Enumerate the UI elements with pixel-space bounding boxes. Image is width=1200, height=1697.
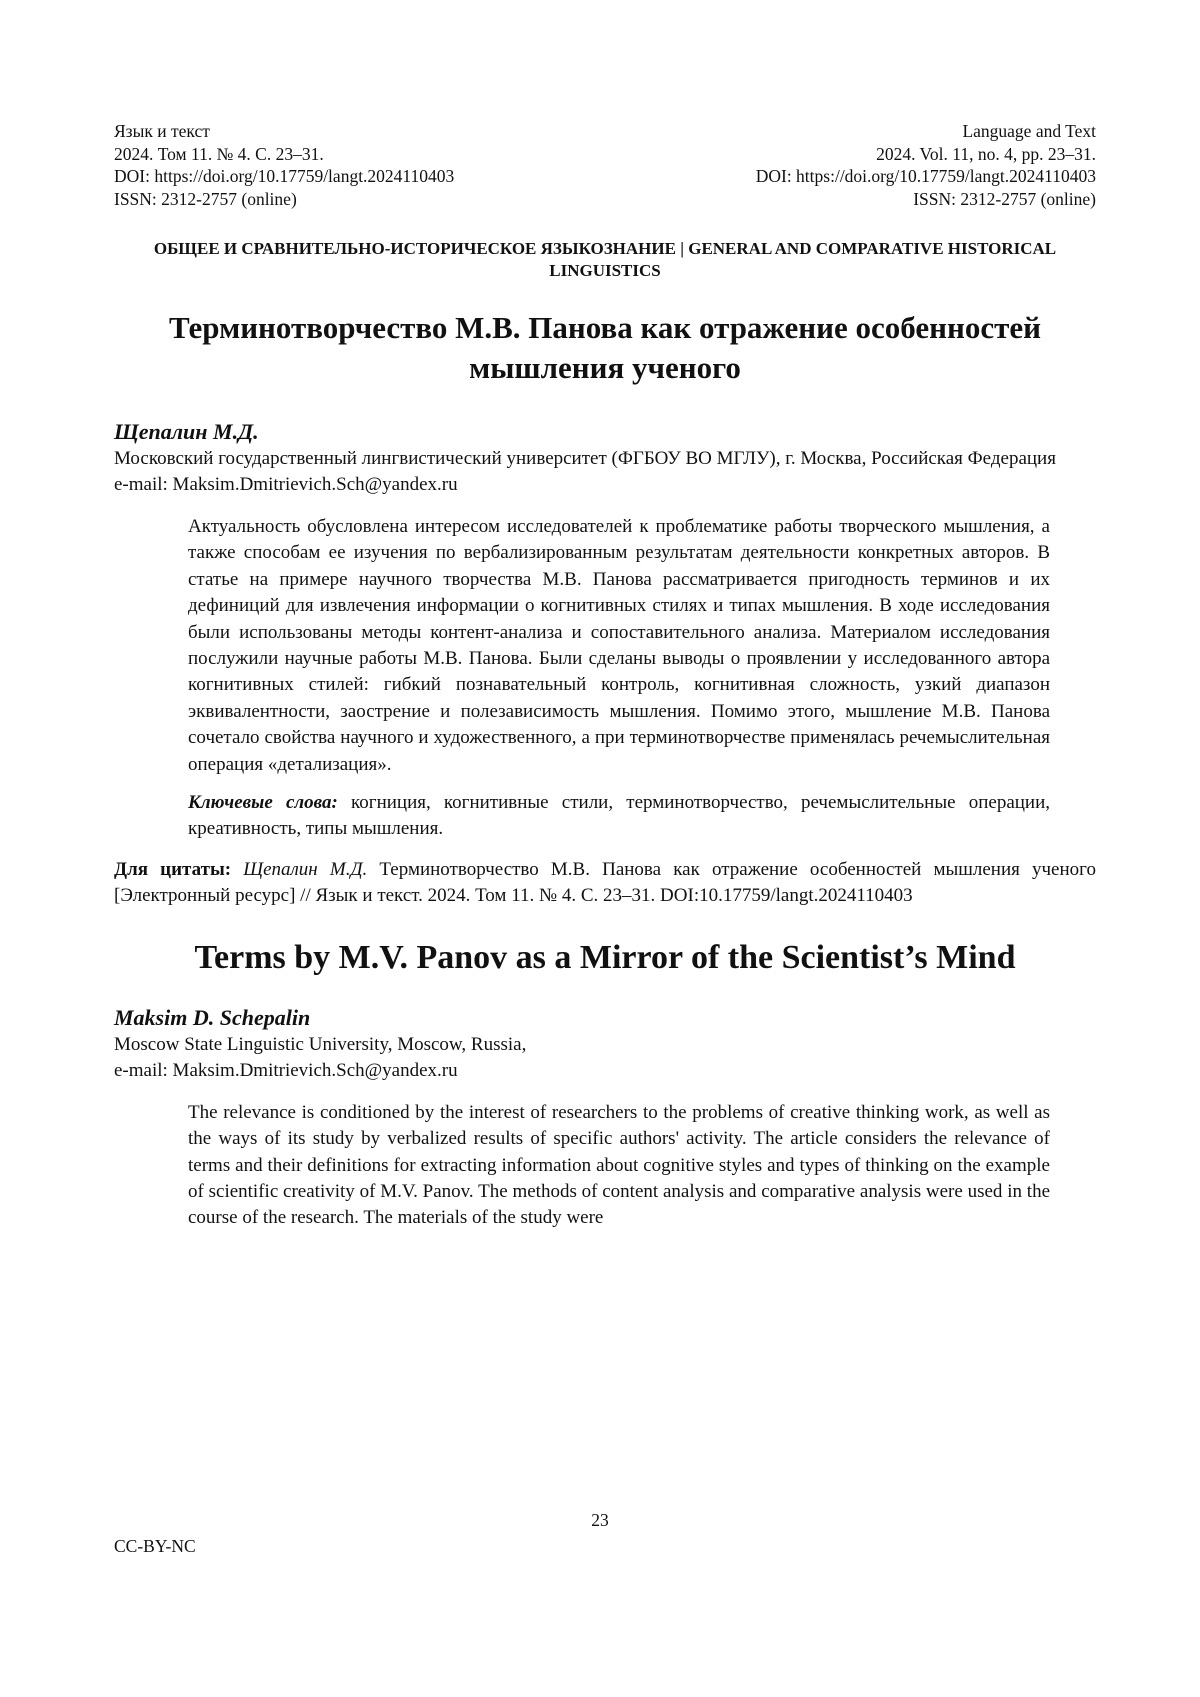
keywords	[188, 790, 1050, 843]
email-en: e-mail: Maksim.Dmitrievich.Sch@yandex.ru	[114, 1058, 1096, 1084]
citation-label: Для цитаты:	[114, 859, 231, 880]
citation-text: Терминотворчество М.В. Панова как отражение особенностей мышления ученого [Электронный ресурс] // Язык и текст. 2024. Том 11. № 4. С. 23–31. DOI:10.17759/langt.2024110403	[114, 859, 1096, 906]
abstract-ru: Актуальность обусловлена интересом исследователей к проблематике работы творческого мышления, а также способам ее изучения по вербализированным результатам деятельности конкретных авторов. В статье на примере научного творчества М.В. Панова рассматривается пригодность терминов и их дефиниций для извлечения информации о когнитивных стилях и типах мышления. В ходе исследования были использованы методы контент-анализа и сопоставительного анализа. Материалом исследования послужили научные работы М.В. Панова. Были сделаны выводы о проявлении у исследованного автора когнитивных стилей: гибкий познавательный контроль, когнитивная сложность, узкий диапазон эквивалентности, заострение и полезависимость мышления. Помимо этого, мышление М.В. Панова сочетало свойства научного и художественного, а при терминотворчестве применялась речемыслительная операция «детализация».	[188, 514, 1050, 778]
citation-author: Щепалин М.Д.	[243, 859, 367, 880]
header-left	[114, 120, 454, 210]
abstract-en: The relevance is conditioned by the interest of researchers to the problems of creative thinking work, as well as the ways of its study by verbalized results of specific authors' activity. The article considers the relevance of terms and their definitions for extracting information about cognitive styles and types of thinking on the example of scientific creativity of M.V. Panov. The methods of content analysis and comparative analysis were used in the course of the research. The materials of the study were	[188, 1100, 1050, 1232]
header-right	[756, 120, 1096, 210]
license-label: CC-BY-NC	[114, 1536, 196, 1557]
affiliation-ru: Московский государственный лингвистический университет (ФГБОУ ВО МГЛУ), г. Москва, Российская Федерация	[114, 446, 1096, 472]
affiliation-en: Moscow State Linguistic University, Moscow, Russia,	[114, 1032, 1096, 1058]
issn-ru: ISSN: 2312-2757 (online)	[114, 188, 454, 211]
keywords-text: когниция, когнитивные стили, терминотворчество, речемыслительные операции, креативность, типы мышления.	[188, 792, 1050, 839]
author-name-en: Maksim D. Schepalin	[114, 1004, 1096, 1032]
article-title-en: Terms by M.V. Panov as a Mirror of the Scientist’s Mind	[114, 936, 1096, 980]
paper-page	[114, 120, 1096, 1232]
page-number: 23	[0, 1510, 1200, 1531]
journal-header	[114, 120, 1096, 210]
article-title-ru: Терминотворчество М.В. Панова как отражение особенностей мышления ученого	[114, 308, 1096, 388]
keywords-label: Ключевые слова:	[188, 792, 338, 813]
section-heading: ОБЩЕЕ И СРАВНИТЕЛЬНО-ИСТОРИЧЕСКОЕ ЯЗЫКОЗНАНИЕ | GENERAL AND COMPARATIVE HISTORICAL LINGUISTICS	[114, 238, 1096, 282]
journal-name-en: Language and Text	[756, 120, 1096, 143]
issue-info-ru: 2024. Том 11. № 4. С. 23–31.	[114, 143, 454, 166]
email-ru: e-mail: Maksim.Dmitrievich.Sch@yandex.ru	[114, 472, 1096, 498]
doi-ru: DOI: https://doi.org/10.17759/langt.2024110403	[114, 165, 454, 188]
citation	[114, 857, 1096, 910]
issn-en: ISSN: 2312-2757 (online)	[756, 188, 1096, 211]
doi-en: DOI: https://doi.org/10.17759/langt.2024110403	[756, 165, 1096, 188]
issue-info-en: 2024. Vol. 11, no. 4, pp. 23–31.	[756, 143, 1096, 166]
journal-name-ru: Язык и текст	[114, 120, 454, 143]
author-name-ru: Щепалин М.Д.	[114, 418, 1096, 446]
